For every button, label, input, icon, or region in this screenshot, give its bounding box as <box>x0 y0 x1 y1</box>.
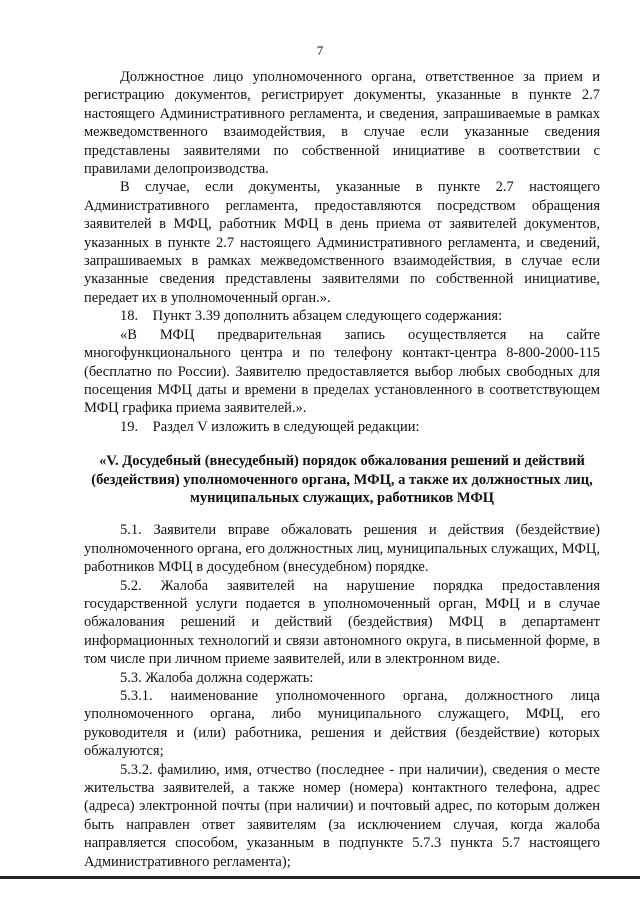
document-body <box>84 68 600 871</box>
paragraph-item-18: 18. Пункт 3.39 дополнить абзацем следующего содержания: <box>120 308 503 325</box>
paragraph-5-3-1: 5.3.1. наименование уполномоченного органа, должностного лица уполномоченного органа, либо муниципального служащего, МФЦ, его руководителя и (или) работника, решения и действия (бездействие) которых обжалуются; <box>84 688 600 760</box>
paragraph-5-1: 5.1. Заявители вправе обжаловать решения и действия (бездействие) уполномоченного органа, его должностных лиц, муниципальных служащих, МФЦ, работников МФЦ в досудебном (внесудебном) порядке. <box>84 522 600 576</box>
heading-line-2: (бездействия) уполномоченного органа, МФЦ, а также их должностных лиц, <box>91 471 593 488</box>
paragraph-mfc-submission: В случае, если документы, указанные в пункте 2.7 настоящего Административного регламента, предоставляются посредством обращения заявителей в МФЦ, работник МФЦ в день приема от заявителей документов, указанных в пункте 2.7 настоящего Административного регламента, и сведений, запрашиваемых в рамках межведомственного взаимодействия, в случае если указанные сведения представлены заявителями по собственной инициативе, передает их в уполномоченный орган.». <box>84 179 600 306</box>
paragraph-5-3-2: 5.3.2. фамилию, имя, отчество (последнее - при наличии), сведения о месте жительства заявителей, а также номер (номера) контактного телефона, адрес (адреса) электронной почты (при наличии) и почтовый адрес, по которым должен быть направлен ответ заявителям (за исключением случая, когда жалоба направляется способом, указанным в подпункте 5.7.3 пункта 5.7 настоящего Административного регламента); <box>84 761 600 870</box>
paragraph-5-2: 5.2. Жалоба заявителей на нарушение порядка предоставления государственной услуги подается в уполномоченный орган, МФЦ и в случае обжалования решений и действий (бездействия) МФЦ в департамент информационных технологий и связи автономного округа, в письменной форме, в том числе при личном приеме заявителей, или в электронном виде. <box>84 577 600 668</box>
paragraph-5-3: 5.3. Жалоба должна содержать: <box>120 669 314 686</box>
heading-line-1: «V. Досудебный (внесудебный) порядок обжалования решений и действий <box>99 453 585 470</box>
paragraph-registration: Должностное лицо уполномоченного органа, ответственное за прием и регистрацию документов, регистрирует документы, указанные в пункте 2.7 настоящего Административного регламента, и сведения, запрашиваемые в рамках межведомственного взаимодействия, в случае если указанные сведения представлены заявителями по собственной инициативе в соответствии с правилами делопроизводства. <box>84 69 600 178</box>
section-heading <box>88 452 596 507</box>
scan-bottom-edge <box>0 876 640 879</box>
heading-line-3: муниципальных служащих, работников МФЦ <box>189 489 495 506</box>
paragraph-preliminary-booking: «В МФЦ предварительная запись осуществляется на сайте многофункционального центра и по телефону контакт-центра 8-800-2000-115 (бесплатно по России). Заявителю предоставляется выбор любых свободных для посещения МФЦ даты и времени в пределах установленного в соответствующем МФЦ графика приема заявителей.». <box>84 326 600 417</box>
page-number: 7 <box>316 43 324 58</box>
paragraph-item-19: 19. Раздел V изложить в следующей редакции: <box>120 418 420 435</box>
